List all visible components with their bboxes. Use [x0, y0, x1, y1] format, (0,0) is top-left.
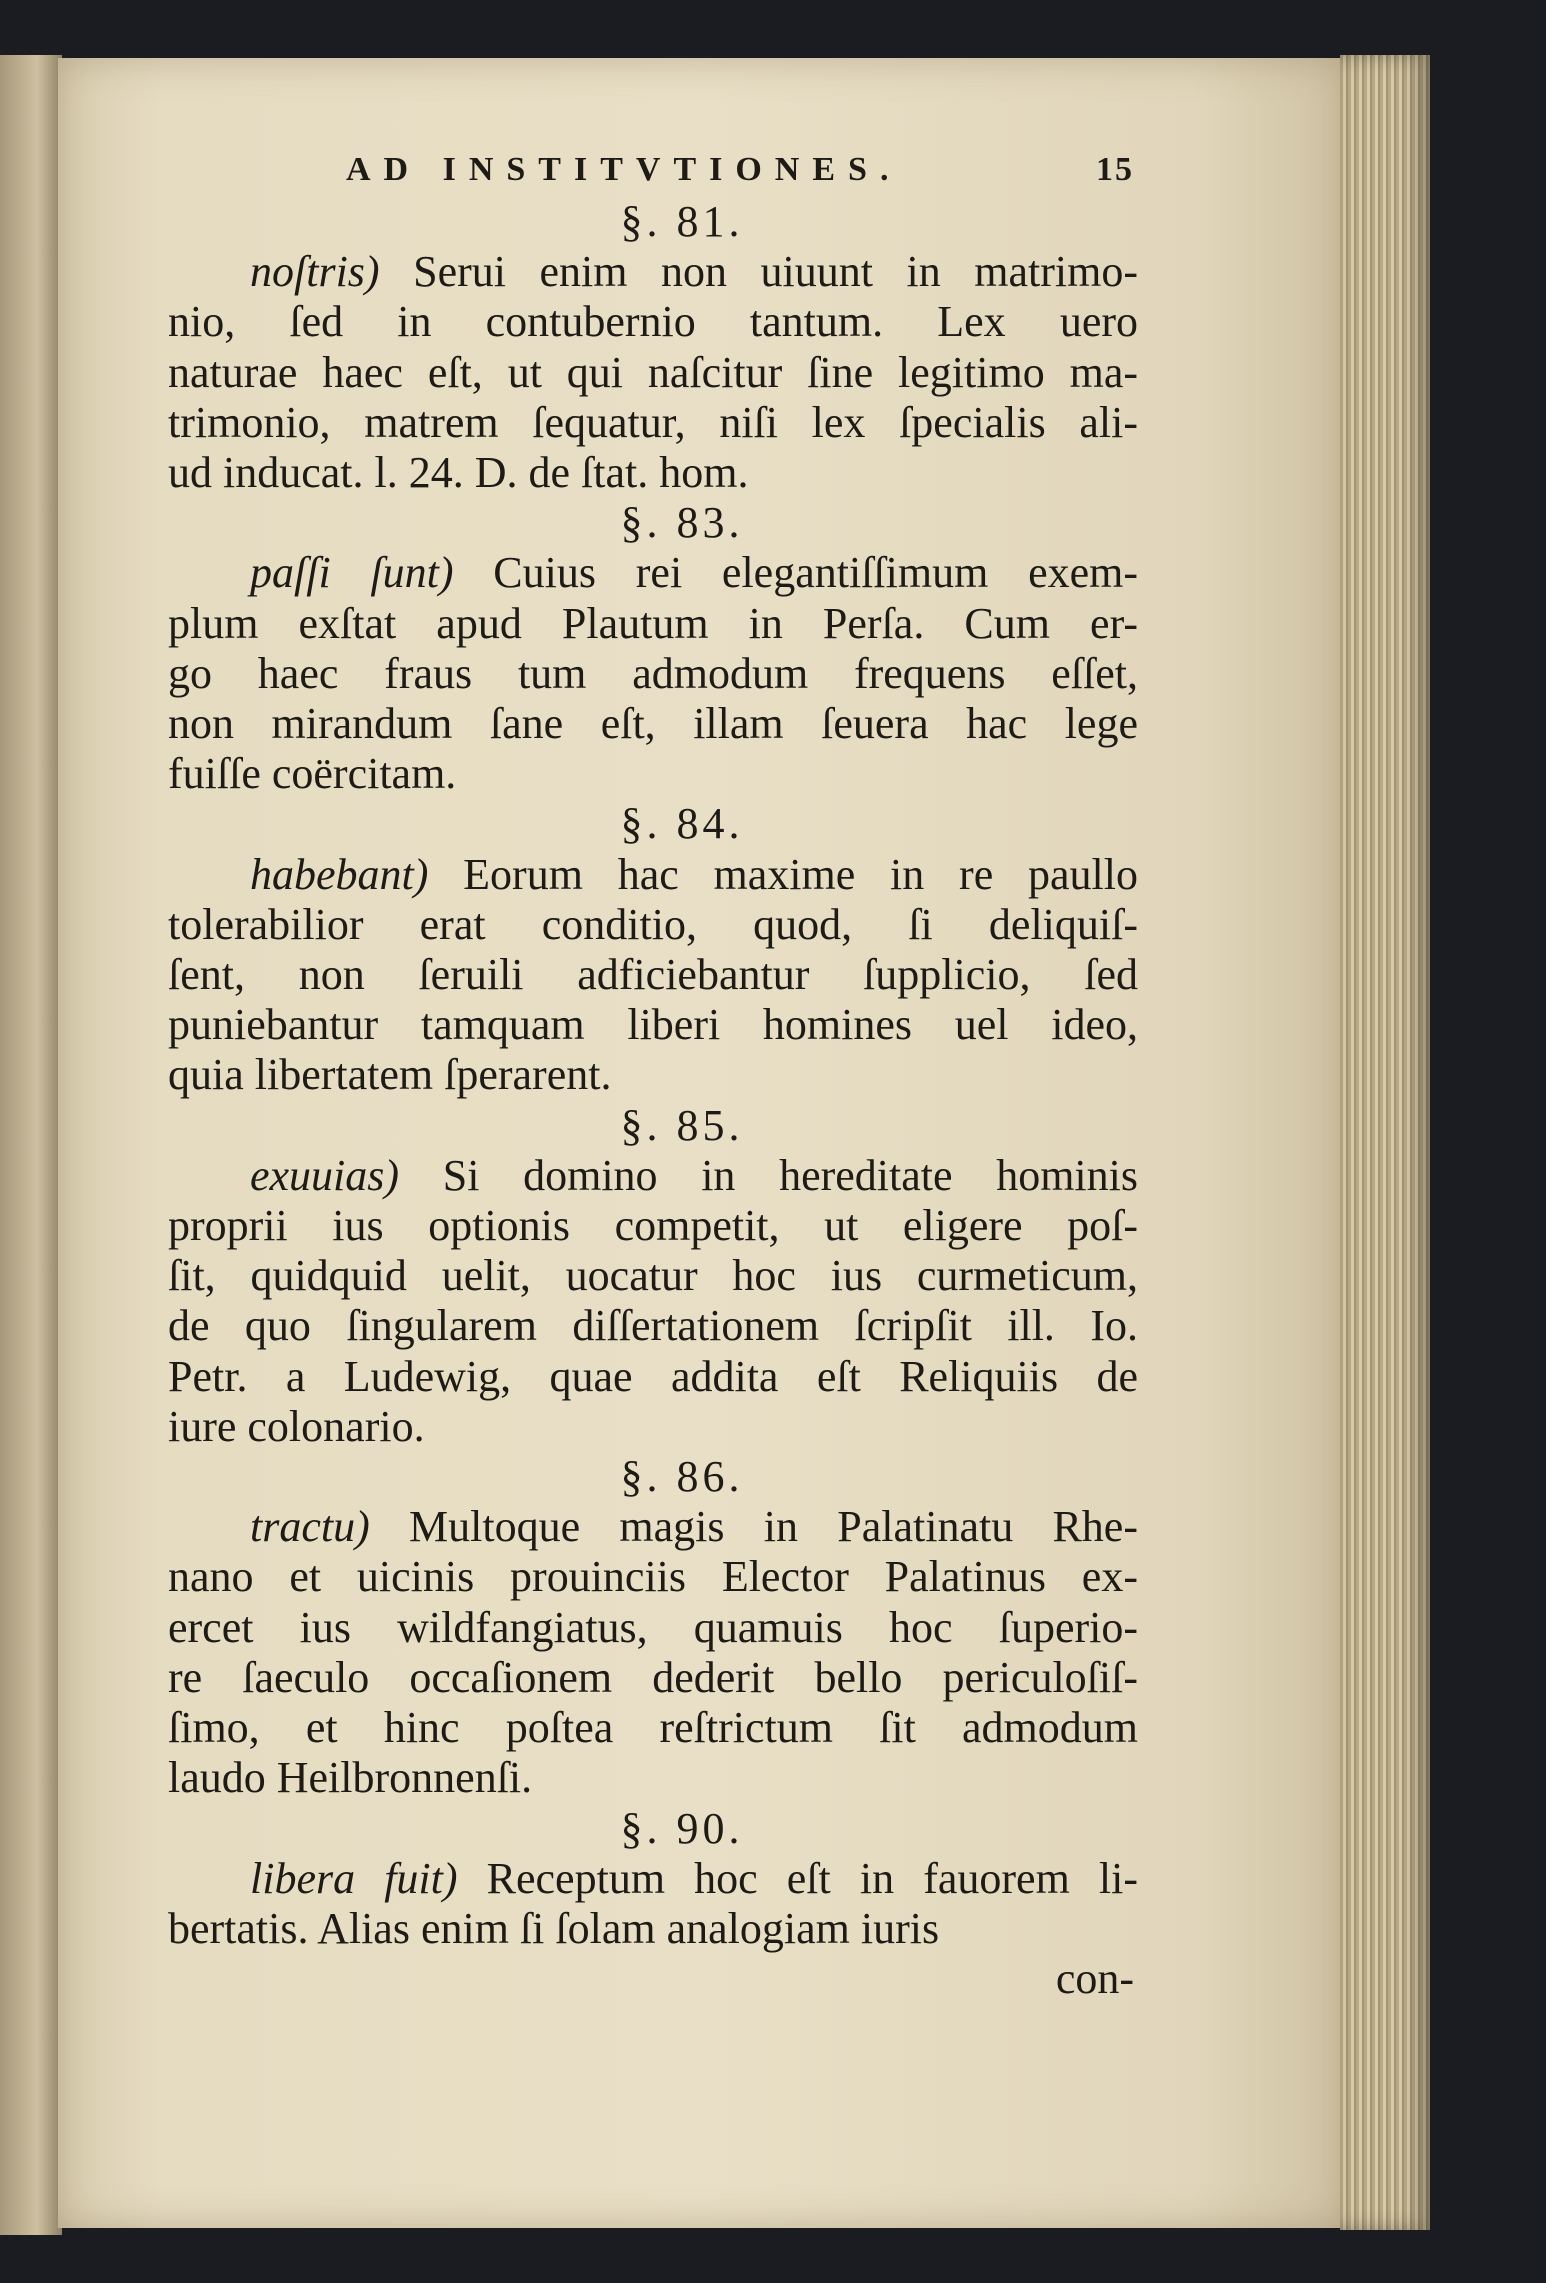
line-text: ercet ius wildfangiatus, quamuis hoc ſuperio- [168, 1602, 1138, 1652]
text-line [168, 900, 1138, 950]
line-text: puniebantur tamquam liberi homines uel ideo, [168, 1000, 1138, 1050]
line-text: quia libertatem ſperarent. [168, 1050, 612, 1100]
lemma: paſſi ſunt) [250, 548, 454, 598]
line-text: nano et uicinis prouinciis Elector Palatinus ex- [168, 1552, 1138, 1602]
text-line [168, 1603, 1138, 1653]
text-line [168, 1151, 1138, 1201]
annotation-paragraph [168, 1502, 1138, 1803]
line-text: plum exſtat apud Plautum in Perſa. Cum er- [168, 598, 1138, 648]
line-text: Serui enim non uiuunt in matrimo- [379, 247, 1138, 297]
text-line [168, 1854, 1138, 1904]
text-line [168, 1251, 1138, 1301]
section [168, 1101, 1138, 1452]
line-text: Cuius rei elegantiſſimum exem- [453, 548, 1139, 598]
running-head-title: AD INSTITVTIONES. [346, 151, 902, 188]
annotation-paragraph [168, 247, 1138, 498]
section-number: §. 90. [620, 1803, 744, 1853]
lemma: habebant) [250, 849, 429, 899]
line-text: Petr. a Ludewig, quae addita eſt Reliquiis de [168, 1351, 1138, 1401]
line-text: Eorum hac maxime in re paullo [428, 849, 1138, 899]
line-text: iure colonario. [168, 1401, 425, 1451]
text-line [168, 1653, 1138, 1703]
line-text: ſit, quidquid uelit, uocatur hoc ius curmeticum, [168, 1251, 1138, 1301]
facing-page-edge [0, 55, 62, 2235]
line-text: re ſaeculo occaſionem dederit bello periculoſiſ- [168, 1652, 1138, 1702]
section-number: §. 83. [620, 498, 744, 548]
section [168, 1452, 1138, 1803]
text-line [168, 1050, 1138, 1100]
text-line [168, 247, 1138, 297]
page-number: 15 [1096, 151, 1134, 188]
text-line [168, 348, 1138, 398]
line-text: proprii ius optionis competit, ut eligere poſ- [168, 1201, 1138, 1251]
line-text: Multoque magis in Palatinatu Rhe- [369, 1502, 1138, 1552]
section [168, 498, 1138, 799]
catchword: con- [1055, 1954, 1134, 2004]
page-content [168, 145, 1138, 2004]
line-text: Si domino in hereditate hominis [399, 1150, 1138, 1200]
line-text: Receptum hoc eſt in fauorem li- [457, 1853, 1138, 1903]
text-line [168, 649, 1138, 699]
text-line [168, 850, 1138, 900]
line-text: naturae haec eſt, ut qui naſcitur ſine legitimo ma- [168, 347, 1138, 397]
text-line [168, 1502, 1138, 1552]
page-edges [1340, 55, 1430, 2230]
section-number: §. 84. [620, 799, 744, 849]
line-text: nio, ſed in contubernio tantum. Lex uero [168, 297, 1138, 347]
lemma: libera fuit) [250, 1853, 458, 1903]
lemma: noſtris) [250, 247, 380, 297]
line-text: tolerabilior erat conditio, quod, ſi deliquiſ- [168, 899, 1138, 949]
line-text: ſent, non ſeruili adficiebantur ſupplicio, ſed [168, 950, 1138, 1000]
line-text: fuiſſe coërcitam. [168, 749, 457, 799]
text-line [168, 950, 1138, 1000]
annotation-paragraph [168, 548, 1138, 799]
line-text: go haec fraus tum admodum frequens eſſet, [168, 648, 1138, 698]
annotation-paragraph [168, 1854, 1138, 1954]
section-number: §. 86. [620, 1452, 744, 1502]
text-line [168, 699, 1138, 749]
text-line [168, 749, 1138, 799]
text-line [168, 448, 1138, 498]
text-line [168, 398, 1138, 448]
text-line [168, 1402, 1138, 1452]
text-line [168, 1352, 1138, 1402]
text-line [168, 1000, 1138, 1050]
line-text: de quo ſingularem diſſertationem ſcripſit ill. Io. [168, 1301, 1138, 1351]
lemma: exuuias) [250, 1150, 400, 1200]
text-line [168, 297, 1138, 347]
section [168, 197, 1138, 498]
annotation-paragraph [168, 850, 1138, 1101]
lemma: tractu) [250, 1502, 370, 1552]
text-line [168, 1703, 1138, 1753]
line-text: non mirandum ſane eſt, illam ſeuera hac lege [168, 699, 1138, 749]
sections [168, 197, 1138, 1954]
annotation-paragraph [168, 1151, 1138, 1452]
text-line [168, 599, 1138, 649]
line-text: bertatis. Alias enim ſi ſolam analogiam iuris [168, 1903, 940, 1953]
text-line [168, 1904, 1138, 1954]
section-number: §. 81. [620, 197, 744, 246]
text-line [168, 1301, 1138, 1351]
section [168, 799, 1138, 1100]
running-head [168, 145, 1138, 197]
line-text: laudo Heilbronnenſi. [168, 1753, 533, 1803]
text-line [168, 1552, 1138, 1602]
section [168, 1804, 1138, 1955]
section-number: §. 85. [620, 1100, 744, 1150]
line-text: trimonio, matrem ſequatur, niſi lex ſpecialis ali- [168, 397, 1138, 447]
line-text: ud inducat. l. 24. D. de ſtat. hom. [168, 448, 749, 498]
line-text: ſimo, et hinc poſtea reſtrictum ſit admodum [168, 1703, 1138, 1753]
text-line [168, 548, 1138, 598]
text-line [168, 1201, 1138, 1251]
text-line [168, 1753, 1138, 1803]
